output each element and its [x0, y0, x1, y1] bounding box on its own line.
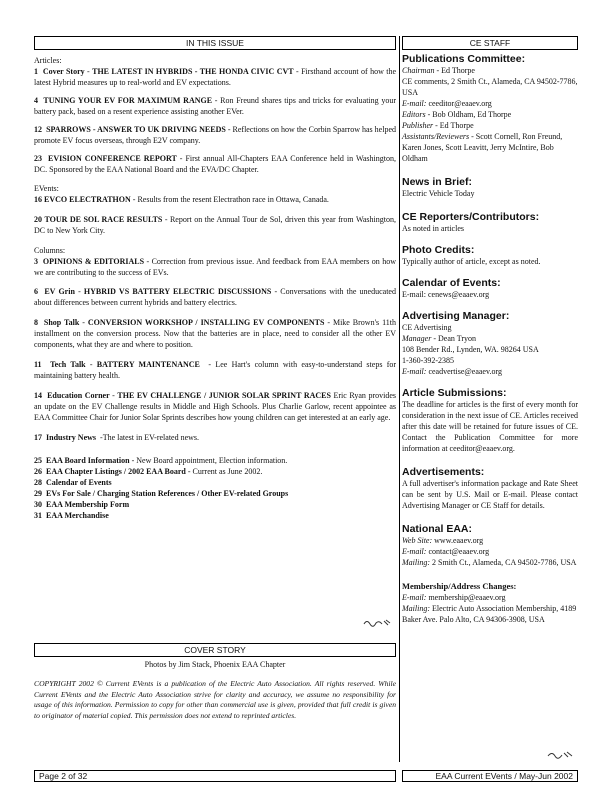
toc-entry[interactable]: 1 Cover Story - THE LATEST IN HYBRIDS - THE HONDA CIVIC CVT - Firsthand account of how the latest Hybrid measures up to real-world and EV expectations. [34, 67, 397, 87]
calendar-heading: Calendar of Events: [402, 277, 501, 289]
publisher-line: Publisher - Ed Thorpe [402, 121, 474, 130]
national-website[interactable]: Web Site: www.eaaev.org [402, 536, 484, 545]
events-group [34, 183, 396, 236]
decorative-scribble-icon [362, 617, 392, 629]
toc-entry[interactable]: 20 TOUR DE SOL RACE RESULTS - Report on the Annual Tour de Sol, driven this year from Washington, DC to New York City. [34, 215, 396, 235]
publications-committee-heading: Publications Committee: [402, 53, 526, 65]
article-submissions-heading: Article Submissions: [402, 387, 507, 399]
misc-group [34, 455, 396, 521]
membership-email[interactable]: E-mail: membership@eaaev.org [402, 593, 506, 602]
toc-entry[interactable]: 17 Industry News -The latest in EV-related news. [34, 433, 200, 442]
in-this-issue-header: IN THIS ISSUE [34, 36, 396, 50]
ce-staff-header: CE STAFF [402, 36, 578, 50]
toc-entry[interactable]: 26 EAA Chapter Listings / 2002 EAA Board - Current as June 2002. [34, 467, 263, 476]
toc-entry[interactable]: 14 Education Corner - THE EV CHALLENGE / JUNIOR SOLAR SPRINT RACES Eric Ryan provides an update on the EV Challenge results in Middle and High Schools. Plus Charlie Garlow, recent appointee as EAA Committee Chair for Junior Solar Sprints describes how young children can get interested at an early age. [34, 391, 397, 422]
chairman-line: Chairman - Ed Thorpe [402, 66, 475, 75]
articles-group [34, 55, 396, 175]
toc-entry[interactable]: 28 Calendar of Events [34, 478, 112, 487]
advertising-manager-line: Manager - Dean Tryon [402, 334, 477, 343]
columns-group [34, 245, 396, 443]
membership-mailing: Mailing: Electric Auto Association Membership, 4189 Baker Ave. Palo Alto, CA 94306-3908, USA [402, 604, 577, 624]
advertisements-text: A full advertiser's information package and Rate Sheet can be sent by U.S. Mail or E-mail. Please contact Advertising Manager or CE Staff for details. [402, 479, 578, 510]
news-in-brief-text: Electric Vehicle Today [402, 189, 475, 198]
editors-line: Editors - Bob Oldham, Ed Thorpe [402, 110, 512, 119]
advertising-address: 108 Bender Rd., Lynden, WA. 98264 USA [402, 345, 539, 354]
toc-entry[interactable]: 31 EAA Merchandise [34, 511, 109, 520]
ce-staff-column [402, 36, 578, 625]
reporters-heading: CE Reporters/Contributors: [402, 211, 540, 223]
decorative-scribble-icon [546, 750, 576, 762]
toc-entry[interactable]: 8 Shop Talk - CONVERSION WORKSHOP / INSTALLING EV COMPONENTS - Mike Brown's 11th installment on the conversion process. Now that the batteries are in place, need to consider all the other EV components, what they are and where to position. [34, 318, 396, 349]
toc-entry[interactable]: 29 EVs For Sale / Charging Station References / Other EV-related Groups [34, 489, 289, 498]
copyright-notice: COPYRIGHT 2002 © Current EVents is a publication of the Electric Auto Association. All rights reserved. While Current EVents and the Electric Auto Association strive for clarity and accuracy, we assume no responsibility for usage of this information. Permission to copy for other than commercial use is given, provided that full credit is given to originator of material copied. This permission does not extend to reprinted articles. [34, 679, 396, 720]
toc-entry[interactable]: 3 OPINIONS & EDITORIALS - Correction from previous issue. And feedback from EAA members on how we are contributing to the success of EVs. [34, 257, 397, 277]
advertising-line: CE Advertising [402, 323, 452, 332]
advertising-phone: 1-360-392-2385 [402, 356, 454, 365]
toc-entry[interactable]: 30 EAA Membership Form [34, 500, 130, 509]
in-this-issue-column [34, 36, 396, 521]
toc-entry[interactable]: 23 EVISION CONFERENCE REPORT - First annual All-Chapters EAA Conference held in Washington, DC. Sponsored by the EAA National Board and the EVA/DC Chapter. [34, 154, 396, 174]
national-mailing: Mailing: 2 Smith Ct., Alameda, CA 94502-7786, USA [402, 558, 577, 567]
cover-story-header: COVER STORY [34, 643, 396, 657]
toc-entry[interactable]: 6 EV Grin - HYBRID VS BATTERY ELECTRIC DISCUSSIONS - Conversations with the uneducated about differences between current hybrids and battery electrics. [34, 287, 396, 307]
toc-entry[interactable]: 16 EVCO ELECTRATHON - Results from the resent Electrathon race in Ottawa, Canada. [34, 195, 329, 204]
columns-label: Columns: [34, 246, 66, 255]
advertising-email[interactable]: E-mail: ceadvertise@eaaev.org [402, 367, 502, 376]
photo-credits-heading: Photo Credits: [402, 244, 475, 256]
reviewers-line: Assistants/Reviewers - Scott Cornell, Ron Freund, Karen Jones, Scott Leavitt, Jerry McIntire, Bob Oldham [402, 132, 563, 163]
advertisements-heading: Advertisements: [402, 466, 485, 478]
news-in-brief-heading: News in Brief: [402, 176, 473, 188]
photo-credits-text: Typically author of article, except as noted. [402, 257, 541, 266]
column-divider [399, 36, 400, 762]
cover-story-section [34, 643, 396, 721]
national-email[interactable]: E-mail: contact@eaaev.org [402, 547, 490, 556]
page-number-footer: Page 2 of 32 [34, 770, 396, 782]
staff-listing [402, 53, 578, 625]
cover-photo-credit: Photos by Jim Stack, Phoenix EAA Chapter [144, 660, 286, 669]
toc-entry[interactable]: 25 EAA Board Information - New Board appointment, Election information. [34, 456, 288, 465]
articles-label: Articles: [34, 56, 62, 65]
national-eaa-heading: National EAA: [402, 523, 473, 535]
table-of-contents [34, 55, 396, 521]
advertising-manager-heading: Advertising Manager: [402, 310, 510, 322]
reporters-text: As noted in articles [402, 224, 464, 233]
toc-entry[interactable]: 4 TUNING YOUR EV FOR MAXIMUM RANGE - Ron Freund shares tips and tricks for evaluating your battery pack, based on a resent experience assisting another EVer. [34, 96, 397, 116]
events-label: EVents: [34, 184, 59, 193]
article-submissions-text: The deadline for articles is the first of every month for consideration in the next issue of CE. Articles received after this date will be retained for future issues of CE. Contact the Publication Committee for more information at ceeditor@eaaev.org. [402, 400, 578, 453]
chairman-address: CE comments, 2 Smith Ct., Alameda, CA 94502-7786, USA [402, 77, 578, 97]
chairman-email[interactable]: E-mail: ceeditor@eaaev.org [402, 99, 492, 108]
toc-entry[interactable]: 11 Tech Talk - BATTERY MAINTENANCE - Lee Hart's column with easy-to-understand steps for maintaining battery health. [34, 360, 397, 380]
calendar-email[interactable]: E-mail: cenews@eaaev.org [402, 290, 490, 299]
issue-footer: EAA Current EVents / May-Jun 2002 [402, 770, 578, 782]
toc-entry[interactable]: 12 SPARROWS - ANSWER TO UK DRIVING NEEDS - Reflections on how the Corbin Sparrow has helped promote EV focus overseas, through E2V company. [34, 125, 397, 145]
membership-heading: Membership/Address Changes: [402, 581, 517, 591]
